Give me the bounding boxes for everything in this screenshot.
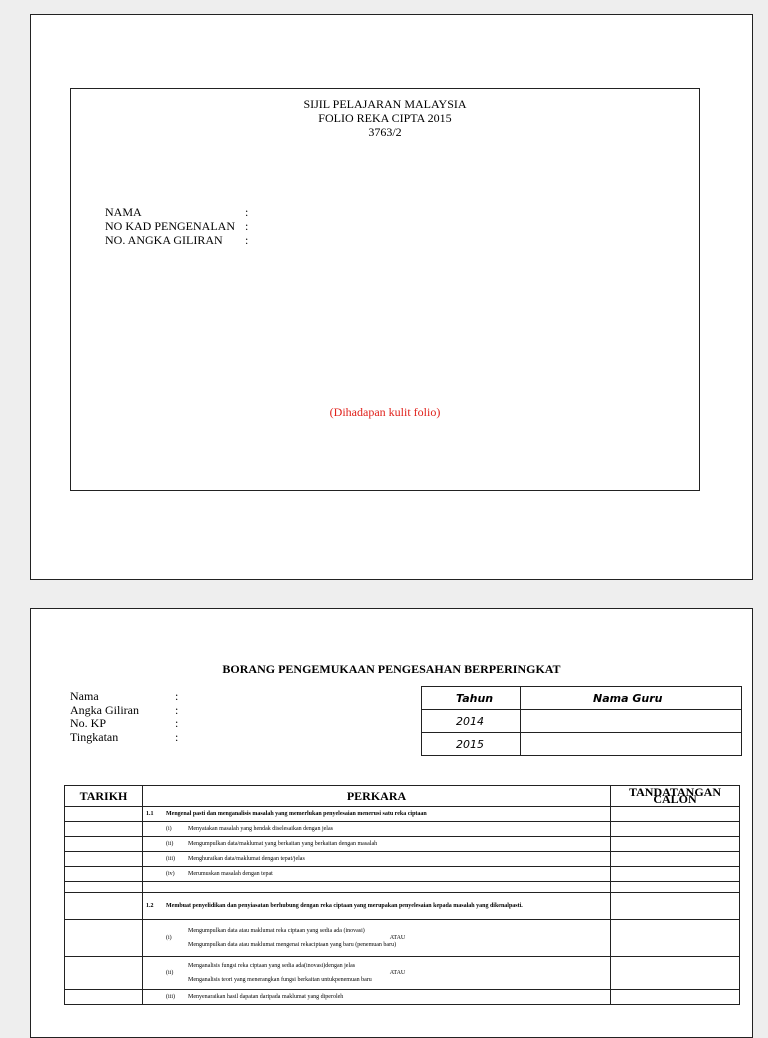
item-text <box>143 920 611 957</box>
form-page <box>30 608 753 1038</box>
field-separator: : <box>175 729 179 744</box>
teacher-table-row <box>422 710 742 733</box>
section-text <box>143 807 611 822</box>
item-line: Mengumpulkan data atau maklumat reka ciptaan yang sedia ada (inovasi) <box>188 927 365 934</box>
teacher-name-cell[interactable] <box>521 733 742 756</box>
candidate-field-angka-giliran <box>70 704 178 718</box>
field-label: No. KP <box>70 716 107 730</box>
field-label: NO. ANGKA GILIRAN <box>105 233 223 247</box>
year-cell: 2014 <box>422 710 521 733</box>
field-separator: : <box>245 219 249 233</box>
item-number: (ii) <box>166 840 174 847</box>
teacher-table <box>421 686 742 756</box>
item-number: (ii) <box>166 969 174 976</box>
date-cell[interactable] <box>65 957 143 990</box>
date-cell[interactable] <box>65 990 143 1005</box>
item-text <box>143 957 611 990</box>
item-atau: ATAU <box>389 969 406 976</box>
date-cell[interactable] <box>65 822 143 837</box>
signature-cell[interactable] <box>611 882 740 893</box>
item-text <box>143 852 611 867</box>
field-label: Nama <box>70 689 99 703</box>
teacher-name-cell[interactable] <box>521 710 742 733</box>
signature-cell[interactable] <box>611 893 740 920</box>
item-text <box>143 867 611 882</box>
item-row <box>65 920 740 957</box>
section-row <box>65 893 740 920</box>
signature-cell[interactable] <box>611 990 740 1005</box>
item-description: Mengumpulkan data/maklumat yang berkaitan yang berkaitan dengan masalah <box>188 840 378 847</box>
item-text <box>143 822 611 837</box>
item-description: Menyenaraikan hasil dapatan daripada maklumat yang diperoleh <box>188 993 344 1000</box>
field-separator: : <box>245 205 249 219</box>
spacer-row <box>65 882 740 893</box>
date-cell[interactable] <box>65 882 143 893</box>
teacher-table-row <box>422 733 742 756</box>
item-row <box>65 957 740 990</box>
item-row <box>65 822 740 837</box>
item-number: (iii) <box>166 993 175 1000</box>
signature-cell[interactable] <box>611 822 740 837</box>
signature-cell[interactable] <box>611 867 740 882</box>
header-tarikh: TARIKH <box>65 786 143 807</box>
field-label: NAMA <box>105 205 142 219</box>
section-number: 1.1 <box>146 810 154 817</box>
header-nama-guru: Nama Guru <box>521 687 742 710</box>
empty-cell <box>143 882 611 893</box>
candidate-field-no-kp <box>70 717 178 731</box>
date-cell[interactable] <box>65 837 143 852</box>
section-description: Membuat penyelidikan dan penyiasatan berhubung dengan reka ciptaan yang merupakan penyelesaian kepada masalah yang dikenalpasti. <box>166 902 523 909</box>
cover-title <box>71 97 699 139</box>
cover-title-line: 3763/2 <box>368 125 402 139</box>
cover-title-line: FOLIO REKA CIPTA 2015 <box>318 111 452 125</box>
cover-field-kad-pengenalan <box>105 219 248 233</box>
item-description: Menghuraikan data/maklumat dengan tepat/jelas <box>188 855 305 862</box>
field-label: NO KAD PENGENALAN <box>105 219 235 233</box>
item-number: (i) <box>166 825 172 832</box>
cover-note: (Dihadapan kulit folio) <box>329 405 441 419</box>
item-text <box>143 837 611 852</box>
item-row <box>65 837 740 852</box>
section-text <box>143 893 611 920</box>
section-row <box>65 807 740 822</box>
cover-field-angka-giliran <box>105 233 248 247</box>
item-number: (iv) <box>166 870 175 877</box>
field-separator: : <box>175 716 179 730</box>
cover-frame <box>70 88 700 491</box>
cover-fields <box>105 205 248 247</box>
perkara-table <box>64 785 740 1005</box>
item-row <box>65 990 740 1005</box>
field-label: Angka Giliran <box>70 702 139 717</box>
item-number: (iii) <box>166 855 175 862</box>
date-cell[interactable] <box>65 852 143 867</box>
candidate-fields <box>70 690 178 744</box>
signature-cell[interactable] <box>611 807 740 822</box>
item-line: Mengumpulkan data atau maklumat mengenai rekaciptaan yang baru (penemuan baru) <box>188 941 397 948</box>
section-description: Mengenal pasti dan menganalisis masalah yang memerlukan penyelesaian menerusi satu reka ciptaan <box>166 810 427 817</box>
item-description: Merumuskan masalah dengan tepat <box>188 870 273 877</box>
date-cell[interactable] <box>65 920 143 957</box>
teacher-table-header <box>422 687 742 710</box>
cover-page <box>30 14 753 580</box>
item-number: (i) <box>166 934 172 941</box>
header-tandatangan: TANDATANGAN CALON <box>611 786 740 807</box>
date-cell[interactable] <box>65 807 143 822</box>
field-separator: : <box>245 233 249 247</box>
form-title: BORANG PENGEMUKAAN PENGESAHAN BERPERINGKAT <box>222 662 561 676</box>
item-atau: ATAU <box>389 934 406 941</box>
signature-cell[interactable] <box>611 920 740 957</box>
item-line: Menganalisis teori yang menerangkan fungsi berkaitan untukpenemuan baru <box>188 976 372 983</box>
item-row <box>65 852 740 867</box>
header-tahun: Tahun <box>422 687 521 710</box>
field-separator: : <box>175 702 179 717</box>
item-text <box>143 990 611 1005</box>
date-cell[interactable] <box>65 893 143 920</box>
field-separator: : <box>175 689 179 703</box>
date-cell[interactable] <box>65 867 143 882</box>
candidate-field-tingkatan <box>70 731 178 745</box>
item-line: Menganalisis fungsi reka ciptaan yang sedia ada(inovasi)dengan jelas <box>188 962 356 969</box>
signature-cell[interactable] <box>611 852 740 867</box>
field-label: Tingkatan <box>70 729 119 744</box>
cover-title-line: SIJIL PELAJARAN MALAYSIA <box>303 97 467 111</box>
header-perkara: PERKARA <box>143 786 611 807</box>
year-cell: 2015 <box>422 733 521 756</box>
signature-cell[interactable] <box>611 957 740 990</box>
item-description: Menyatakan masalah yang hendak diselesaikan dengan jelas <box>188 825 333 832</box>
signature-cell[interactable] <box>611 837 740 852</box>
section-number: 1.2 <box>146 902 154 909</box>
perkara-table-header <box>65 786 740 807</box>
cover-field-nama <box>105 205 248 219</box>
item-row <box>65 867 740 882</box>
candidate-field-nama <box>70 690 178 704</box>
